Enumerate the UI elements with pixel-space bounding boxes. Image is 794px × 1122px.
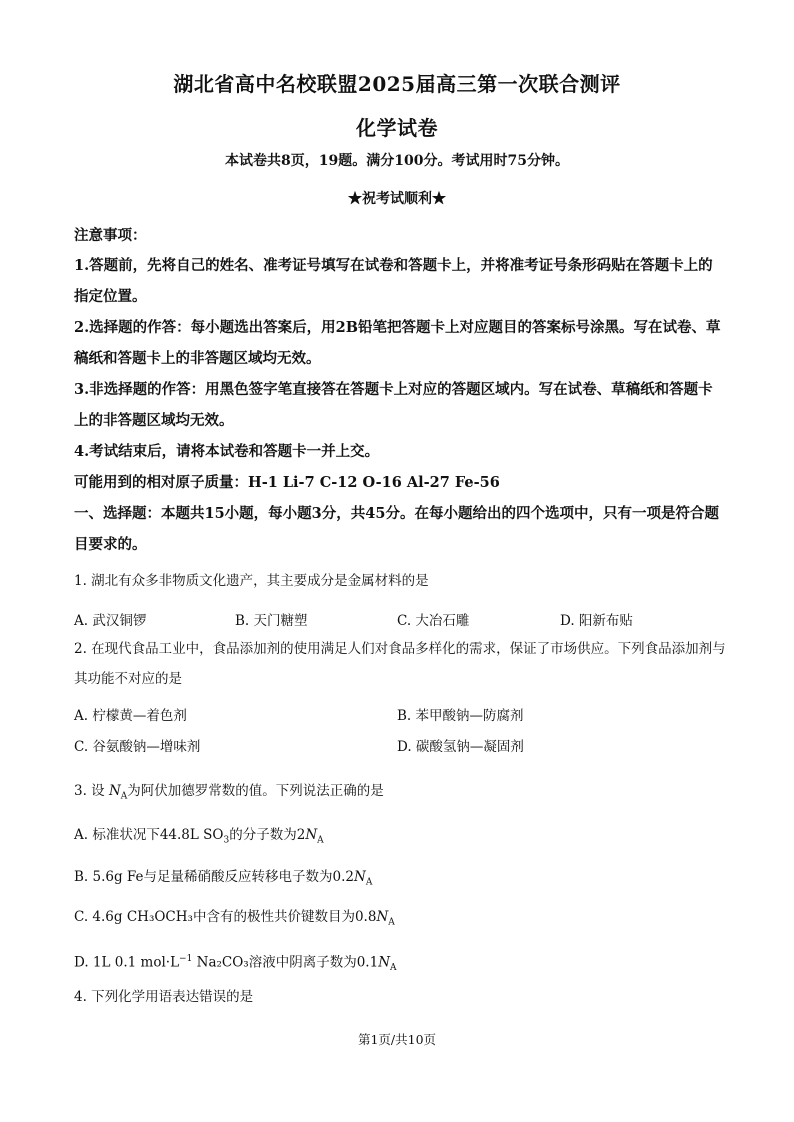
q3-b-text: B. 5.6g Fe与足量稀硝酸反应转移电子数为0.2	[74, 869, 354, 885]
note-item-4: 4.考试结束后，请将本试卷和答题卡一并上交。	[74, 443, 380, 460]
q3-a-formula-base: SO	[203, 827, 224, 843]
good-luck-line: ★祝考试顺利★	[348, 191, 446, 207]
atomic-masses: 可能用到的相对原子质量：H-1 Li-7 C-12 O-16 Al-27 Fe-56	[74, 474, 500, 491]
notes-heading: 注意事项：	[74, 227, 147, 244]
q3-option-a	[74, 820, 734, 856]
question-1-stem: 1. 湖北有众多非物质文化遗产，其主要成分是金属材料的是	[74, 573, 429, 589]
q3-c-formula: CH₃OCH₃	[126, 909, 193, 925]
avogadro-symbol: N	[378, 954, 391, 971]
avogadro-symbol: N	[108, 783, 121, 799]
note-item-1: 1.答题前，先将自己的姓名、准考证号填写在试卷和答题卡上，并将准考证号条形码贴在答题卡上的指定位置。	[74, 257, 713, 305]
q3-d-text-post: 溶液中阴离子数为0.1	[248, 954, 379, 971]
avogadro-subscript: A	[388, 917, 395, 928]
q3-a-formula	[203, 827, 230, 846]
q3-d-formula: Na₂CO₃	[196, 954, 249, 971]
question-4-stem: 4. 下列化学用语表达错误的是	[74, 989, 254, 1005]
exam-info: 本试卷共8页，19题。满分100分。考试用时75分钟。	[225, 153, 569, 169]
exam-title: 湖北省高中名校联盟2025届高三第一次联合测评	[173, 72, 621, 96]
q3-d-text: D. 1L 0.1 mol·L	[74, 954, 180, 971]
avogadro-subscript: A	[365, 877, 373, 888]
q1-option-c: C. 大冶石雕	[397, 613, 470, 629]
q3-c-text-post: 中含有的极性共价键数目为0.8	[192, 909, 377, 925]
q2-option-b: B. 苯甲酸钠—防腐剂	[397, 708, 524, 724]
avogadro-symbol: N	[376, 909, 389, 925]
note-item-3: 3.非选择题的作答：用黑色签字笔直接答在答题卡上对应的答题区域内。写在试卷、草稿纸和答题卡上的非答题区域均无效。	[74, 381, 713, 429]
avogadro-symbol: N	[354, 869, 366, 885]
q2-option-d: D. 碳酸氢钠—凝固剂	[397, 739, 524, 755]
page-number: 第1页/共10页	[357, 1032, 437, 1047]
subject-title: 化学试卷	[356, 116, 438, 140]
question-2-stem: 2. 在现代食品工业中，食品添加剂的使用满足人们对食品多样化的需求，保证了市场供应。下列食品添加剂与其功能不对应的是	[74, 641, 726, 687]
q3-stem-suffix: 为阿伏加德罗常数的值。下列说法正确的是	[127, 783, 384, 799]
avogadro-subscript: A	[120, 791, 128, 802]
q3-stem-prefix: 3. 设	[74, 783, 105, 799]
avogadro-subscript: A	[317, 835, 324, 846]
q1-option-a: A. 武汉铜锣	[74, 613, 147, 629]
avogadro-subscript: A	[390, 963, 397, 974]
avogadro-symbol: N	[305, 827, 318, 843]
question-3-stem	[74, 776, 734, 812]
q3-a-text: A. 标准状况下44.8L	[74, 827, 199, 843]
q3-a-formula-sub: 3	[223, 835, 230, 846]
q3-c-text: C. 4.6g	[74, 909, 123, 925]
section-heading: 一、选择题：本题共15小题，每小题3分，共45分。在每小题给出的四个选项中，只有一项是符合题目要求的。	[74, 505, 719, 553]
q2-option-c: C. 谷氨酸钠—增味剂	[74, 739, 201, 755]
q3-a-text-post: 的分子数为2	[229, 827, 306, 843]
q2-option-a: A. 柠檬黄—着色剂	[74, 708, 187, 724]
q3-option-b	[74, 862, 734, 898]
q1-option-d: D. 阳新布贴	[560, 613, 633, 629]
note-item-2: 2.选择题的作答：每小题选出答案后，用2B铅笔把答题卡上对应题目的答案标号涂黑。写在试卷、草稿纸和答题卡上的非答题区域均无效。	[74, 319, 721, 367]
q1-option-b: B. 天门糖塑	[235, 613, 308, 629]
q3-option-d	[74, 944, 734, 983]
q3-d-exponent: −1	[179, 954, 193, 964]
q3-option-c	[74, 902, 734, 938]
